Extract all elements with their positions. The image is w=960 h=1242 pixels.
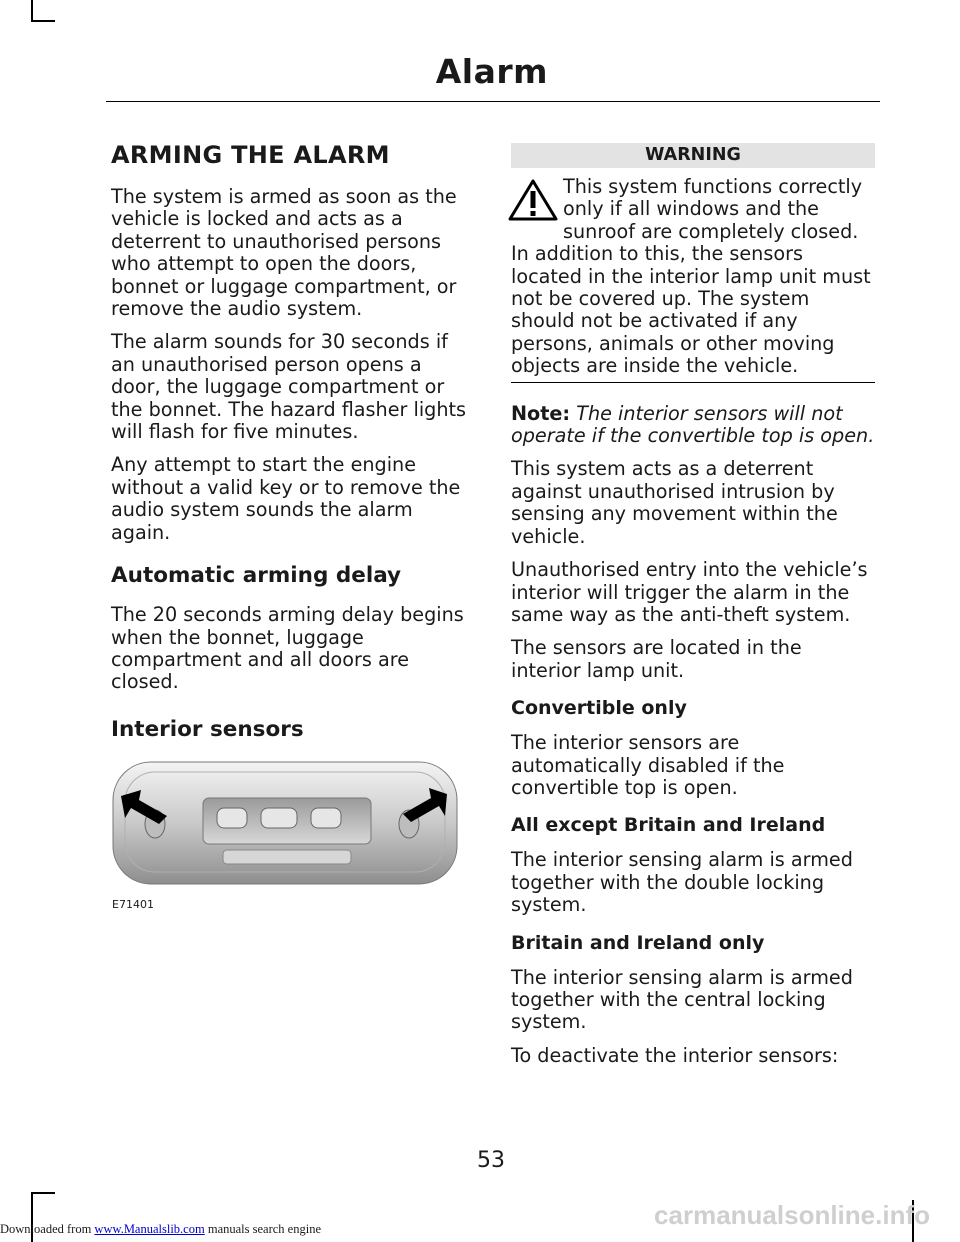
paragraph: This system acts as a deterrent against unauthorised intrusion by sensing any movement within the vehicle. (511, 457, 838, 548)
paragraph: Unauthorised entry into the vehicle’s interior will trigger the alarm in the same way as the anti-theft system. (511, 558, 868, 626)
warning-text: This system functions correctly only if all windows and the sunroof are completely closed. In addition to this, the sensors located in the interior lamp unit must not be covered up. The system should not be activated if any persons, animals or other moving objects are inside the vehicle. (511, 175, 871, 378)
paragraph: The system is armed as soon as the vehicle is locked and acts as a deterrent to unauthorised persons who attempt to open the doors, bonnet or luggage compartment, or remove the audio system. (111, 185, 457, 321)
paragraph: The interior sensing alarm is armed together with the central locking system. (511, 965, 853, 1034)
note-text: The interior sensors will not operate if the convertible top is open. (511, 401, 875, 448)
section-heading-arming: ARMING THE ALARM (111, 141, 390, 169)
footer-prefix: Downloaded from (0, 1222, 95, 1236)
right-column (511, 138, 875, 1078)
warning-divider (511, 382, 875, 383)
figure-id: E71401 (112, 897, 154, 911)
watermark: carmanualsonline.info (654, 1200, 930, 1230)
paragraph: The alarm sounds for 30 seconds if an unauthorised person opens a door, the luggage compartment or the bonnet. The hazard flasher lights will flash for five minutes. (111, 330, 467, 444)
crop-mark-bottom-left-h (31, 1192, 55, 1194)
crop-mark-top-left-h (31, 20, 55, 22)
subheading-convertible: Convertible only (511, 697, 687, 720)
page-title: Alarm (435, 52, 548, 91)
warning-triangle-icon (507, 178, 559, 222)
footer-suffix: manuals search engine (204, 1222, 321, 1236)
paragraph: The interior sensors are automatically disabled if the convertible top is open. (511, 731, 785, 799)
paragraph: To deactivate the interior sensors: (511, 1043, 839, 1067)
paragraph: The interior sensing alarm is armed together with the double locking system. (511, 848, 853, 917)
note-label: Note: (511, 401, 571, 425)
page-number: 53 (477, 1148, 505, 1173)
note (511, 403, 875, 448)
subheading-britain-only: Britain and Ireland only (511, 931, 765, 954)
paragraph: The sensors are located in the interior lamp unit. (511, 636, 802, 682)
manualslib-link[interactable]: www.Manualslib.com (94, 1222, 205, 1236)
header-divider (106, 101, 880, 102)
warning-box (511, 176, 875, 378)
warning-heading: WARNING (511, 143, 875, 168)
interior-lamp-illustration (111, 758, 461, 888)
left-column (111, 138, 475, 911)
subheading-interior-sensors: Interior sensors (111, 716, 304, 742)
paragraph: Any attempt to start the engine without a valid key or to remove the audio system sounds the alarm again. (111, 453, 461, 544)
subheading-arming-delay: Automatic arming delay (111, 563, 402, 589)
subheading-all-except-britain: All except Britain and Ireland (511, 814, 826, 837)
interior-lamp-figure (111, 758, 461, 911)
paragraph: The 20 seconds arming delay begins when the bonnet, luggage compartment and all doors are closed. (111, 603, 464, 694)
download-footer (0, 1222, 321, 1237)
crop-mark-top-left-v (31, 0, 33, 22)
